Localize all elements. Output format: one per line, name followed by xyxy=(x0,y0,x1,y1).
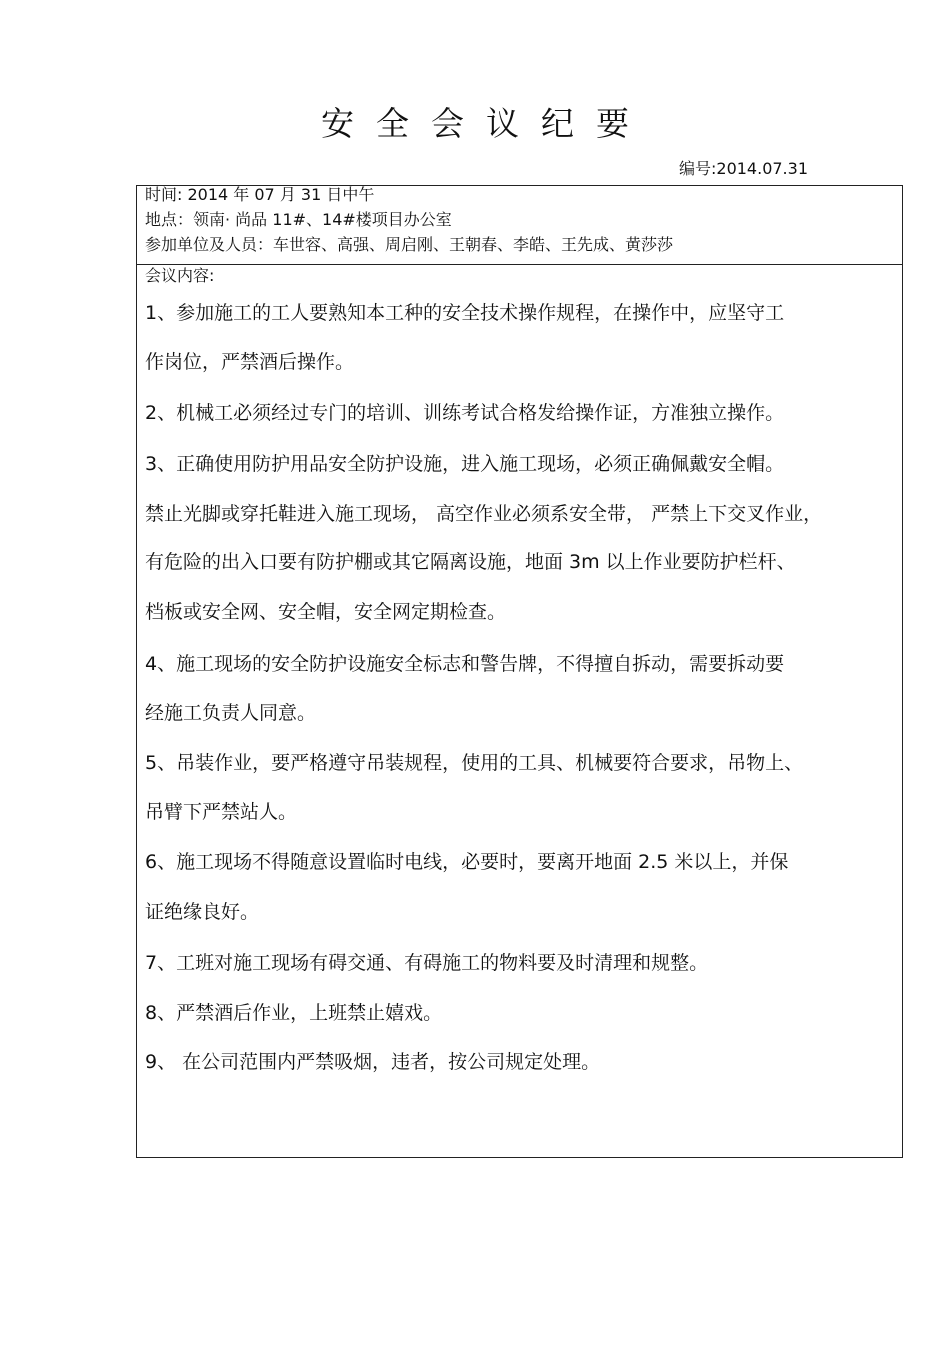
minutes-table xyxy=(136,185,903,1158)
content-line: 5、吊装作业，要严格遵守吊装规程，使用的工具、机械要符合要求，吊物上、 xyxy=(145,752,804,774)
content-line: 证绝缘良好。 xyxy=(145,901,260,923)
section-divider xyxy=(137,264,902,265)
content-line: 吊臂下严禁站人。 xyxy=(145,801,298,823)
content-line: 作岗位，严禁酒后操作。 xyxy=(145,351,355,373)
content-line: 2、机械工必须经过专门的培训、训练考试合格发给操作证，方准独立操作。 xyxy=(145,402,785,424)
content-line: 档板或安全网、安全帽，安全网定期检查。 xyxy=(145,601,507,623)
meeting-attendees: 参加单位及人员：车世容、高强、周启刚、王朝春、李皓、王先成、黄莎莎 xyxy=(145,235,674,254)
content-line: 有危险的出入口要有防护棚或其它隔离设施，地面 3m 以上作业要防护栏杆、 xyxy=(145,551,796,573)
document-title: 安全会议纪要 xyxy=(321,104,651,143)
content-label: 会议内容: xyxy=(145,266,215,285)
content-line: 8、严禁酒后作业，上班禁止嬉戏。 xyxy=(145,1002,443,1024)
meeting-time: 时间: 2014 年 07 月 31 日中午 xyxy=(145,185,375,204)
content-line: 3、正确使用防护用品安全防护设施，进入施工现场，必须正确佩戴安全帽。 xyxy=(145,453,785,475)
content-line: 禁止光脚或穿托鞋进入施工现场， 高空作业必须系安全带， 严禁上下交叉作业， xyxy=(145,503,823,525)
meeting-location: 地点：领南· 尚品 11#、14#楼项目办公室 xyxy=(145,210,452,229)
document-number: 编号:2014.07.31 xyxy=(679,159,809,178)
content-line: 1、参加施工的工人要熟知本工种的安全技术操作规程，在操作中，应坚守工 xyxy=(145,302,785,324)
content-line: 7、工班对施工现场有碍交通、有碍施工的物料要及时清理和规整。 xyxy=(145,952,709,974)
content-line: 4、施工现场的安全防护设施安全标志和警告牌，不得擅自拆动，需要拆动要 xyxy=(145,653,785,675)
content-line: 经施工负责人同意。 xyxy=(145,702,317,724)
content-line: 9、 在公司范围内严禁吸烟，违者，按公司规定处理。 xyxy=(145,1051,601,1073)
content-line: 6、施工现场不得随意设置临时电线，必要时，要离开地面 2.5 米以上，并保 xyxy=(145,851,789,873)
